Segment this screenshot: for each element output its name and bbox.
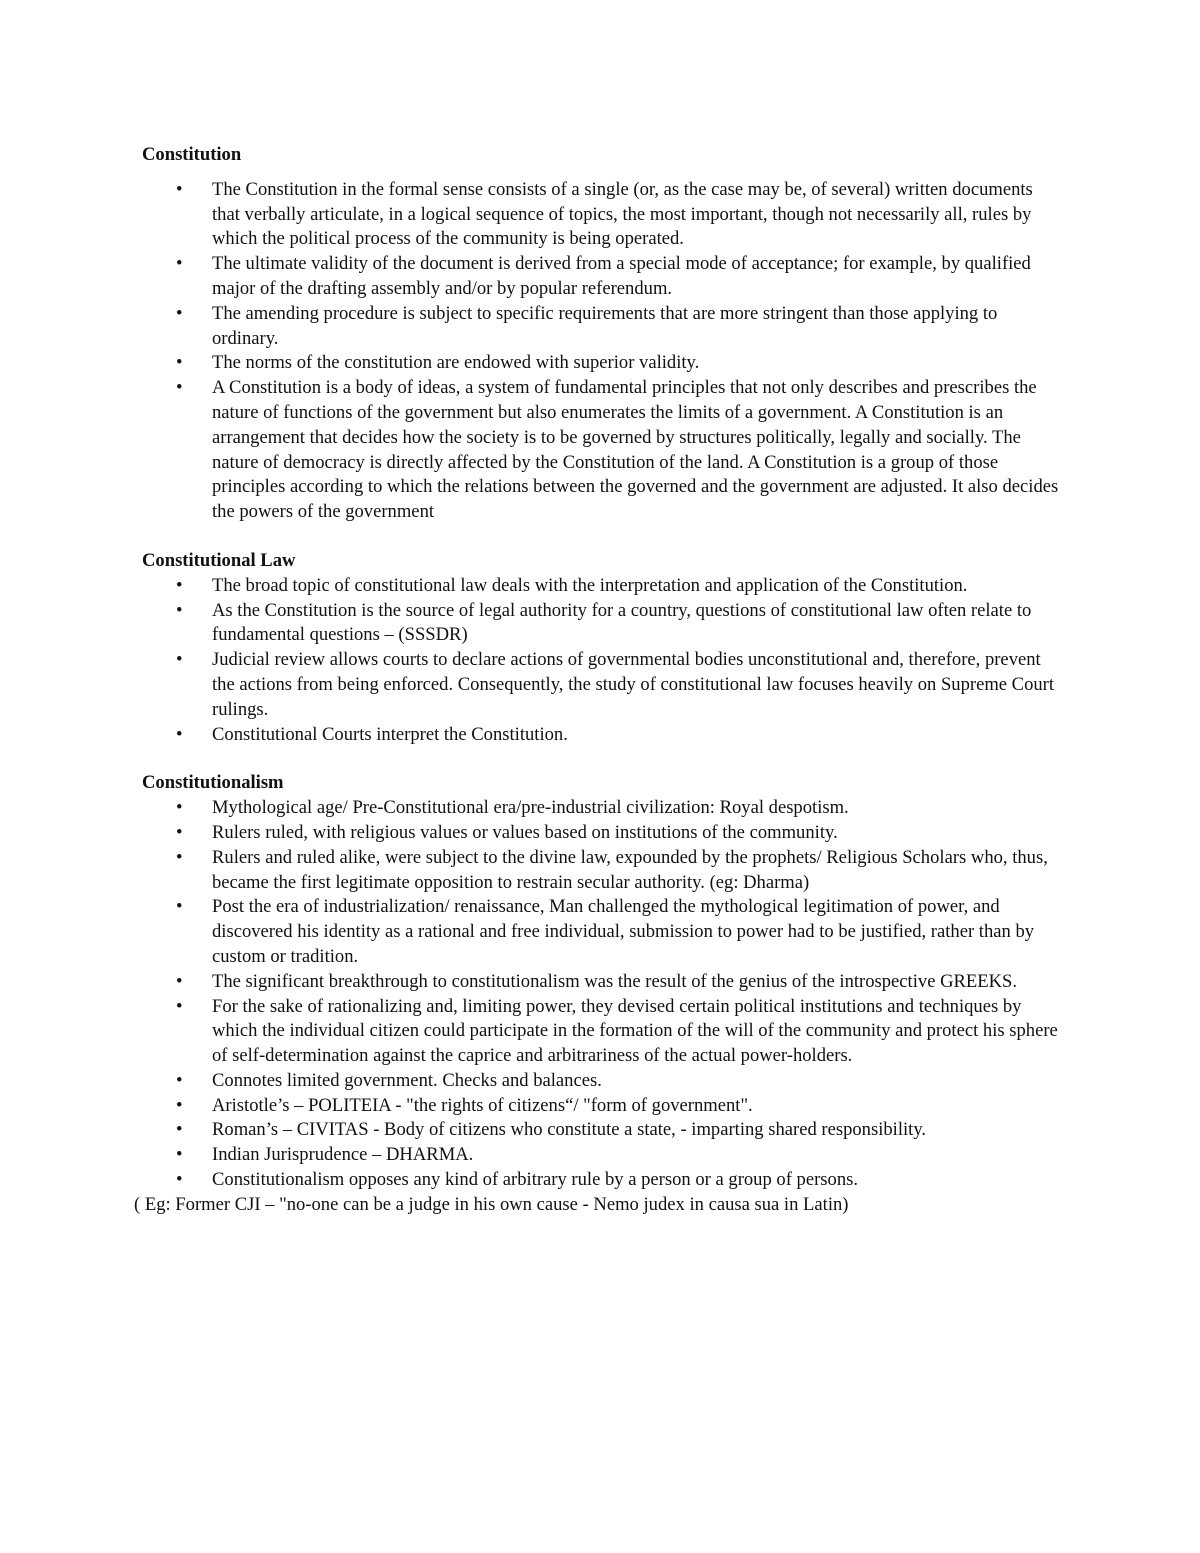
list-item-text: Roman’s – CIVITAS - Body of citizens who constitute a state, - imparting shared responsibility. — [212, 1119, 927, 1141]
bullet-icon: • — [176, 574, 183, 596]
bullet-icon: • — [176, 1094, 183, 1116]
list-item-text: The ultimate validity of the document is derived from a special mode of acceptance; for example, by qualified major of the drafting assembly and/or by popular referendum. — [212, 253, 1031, 299]
list-item — [142, 178, 1062, 252]
bullet-icon: • — [176, 649, 183, 671]
list-item-text: Constitutionalism opposes any kind of arbitrary rule by a person or a group of persons. — [212, 1169, 859, 1191]
list-item — [142, 1094, 1062, 1119]
bullet-icon: • — [176, 599, 183, 621]
bullet-icon: • — [176, 377, 183, 399]
bullet-icon: • — [176, 846, 183, 868]
section-heading: Constitutional Law — [142, 549, 296, 571]
bullet-icon: • — [176, 1144, 183, 1166]
bullet-icon: • — [176, 723, 183, 745]
document-body — [134, 143, 1062, 1218]
list-item-text: Aristotle’s – POLITEIA - "the rights of citizens“/ "form of government". — [212, 1094, 753, 1116]
section-constitutionalism — [134, 771, 1062, 1217]
bullet-icon: • — [176, 1119, 183, 1141]
list-item — [142, 599, 1062, 649]
list-item-text: For the sake of rationalizing and, limiting power, they devised certain political institutions and techniques by which the individual citizen could participate in the formation of the will of the community and protect his sphere of self-determination against the caprice and arbitrariness of the actual power-holders. — [212, 995, 1058, 1067]
section-heading: Constitutionalism — [142, 772, 284, 794]
list-item — [142, 796, 1062, 821]
list-item-text: The significant breakthrough to constitutionalism was the result of the genius of the introspective GREEKS. — [212, 970, 1018, 992]
list-item-text: Constitutional Courts interpret the Constitution. — [212, 723, 568, 745]
list-item — [142, 1143, 1062, 1168]
bullet-icon: • — [176, 821, 183, 843]
list-item — [142, 970, 1062, 995]
list-item-text: The Constitution in the formal sense consists of a single (or, as the case may be, of several) written documents that verbally articulate, in a logical sequence of topics, the most important, though not necessarily all, rules by which the political process of the community is being operated. — [212, 178, 1033, 250]
list-item-text: As the Constitution is the source of legal authority for a country, questions of constitutional law often relate to fundamental questions – (SSSDR) — [212, 599, 1032, 646]
bullet-list — [142, 796, 1062, 1193]
list-item — [142, 648, 1062, 722]
bullet-icon: • — [176, 970, 183, 992]
list-item — [142, 995, 1062, 1069]
bullet-icon: • — [176, 1069, 183, 1091]
list-item — [142, 574, 1062, 599]
bullet-icon: • — [176, 302, 183, 324]
list-item-text: Connotes limited government. Checks and balances. — [212, 1069, 602, 1091]
list-item — [142, 1069, 1062, 1094]
list-item — [142, 846, 1062, 896]
section-constitutional-law — [142, 549, 1062, 747]
list-item — [142, 351, 1062, 376]
bullet-icon: • — [176, 178, 183, 200]
list-item-text: The norms of the constitution are endowed with superior validity. — [212, 352, 700, 374]
list-item-text: Indian Jurisprudence – DHARMA. — [212, 1144, 474, 1166]
list-item-text: Judicial review allows courts to declare actions of governmental bodies unconstitutional and, therefore, prevent the actions from being enforced. Consequently, the study of constitutional law focuses heavily on Supreme Court rulings. — [212, 649, 1055, 720]
list-item — [142, 1168, 1062, 1193]
list-item — [142, 1118, 1062, 1143]
list-item-text: Mythological age/ Pre-Constitutional era/pre-industrial civilization: Royal despotism. — [212, 797, 849, 819]
bullet-list — [142, 574, 1062, 748]
bullet-icon: • — [176, 352, 183, 374]
bullet-list — [142, 178, 1062, 525]
list-item — [142, 821, 1062, 846]
list-item-text: A Constitution is a body of ideas, a system of fundamental principles that not only describes and prescribes the nature of functions of the government but also enumerates the limits of a government. A Constitution is an arrangement that decides how the society is to be governed by structures politically, legally and socially. The nature of democracy is directly affected by the Constitution of the land. A Constitution is a group of those principles according to which the relations between the governed and the government are adjusted. It also decides the powers of the government — [212, 377, 1059, 523]
section-constitution — [142, 143, 1062, 525]
list-item — [142, 302, 1062, 352]
section-heading: Constitution — [142, 144, 242, 165]
bullet-icon: • — [176, 995, 183, 1017]
list-item-text: The amending procedure is subject to specific requirements that are more stringent than those applying to ordinary. — [212, 302, 998, 349]
list-item-text: Post the era of industrialization/ renaissance, Man challenged the mythological legitimation of power, and discovered his identity as a rational and free individual, submission to power had to be justified, rather than by custom or tradition. — [212, 896, 1035, 967]
list-item — [142, 252, 1062, 302]
list-item — [142, 376, 1062, 525]
bullet-icon: • — [176, 1169, 183, 1191]
bullet-icon: • — [176, 797, 183, 819]
list-item — [142, 723, 1062, 748]
bullet-icon: • — [176, 896, 183, 918]
bullet-icon: • — [176, 253, 183, 275]
list-item-text: Rulers ruled, with religious values or values based on institutions of the community. — [212, 821, 838, 843]
list-item-text: The broad topic of constitutional law deals with the interpretation and application of the Constitution. — [212, 574, 968, 596]
list-item-text: Rulers and ruled alike, were subject to the divine law, expounded by the prophets/ Religious Scholars who, thus, became the first legitimate opposition to restrain secular authority. (eg: Dharma) — [212, 846, 1048, 893]
list-item — [142, 895, 1062, 969]
example-note: ( Eg: Former CJI – "no-one can be a judge in his own cause - Nemo judex in causa sua in Latin) — [134, 1193, 849, 1215]
